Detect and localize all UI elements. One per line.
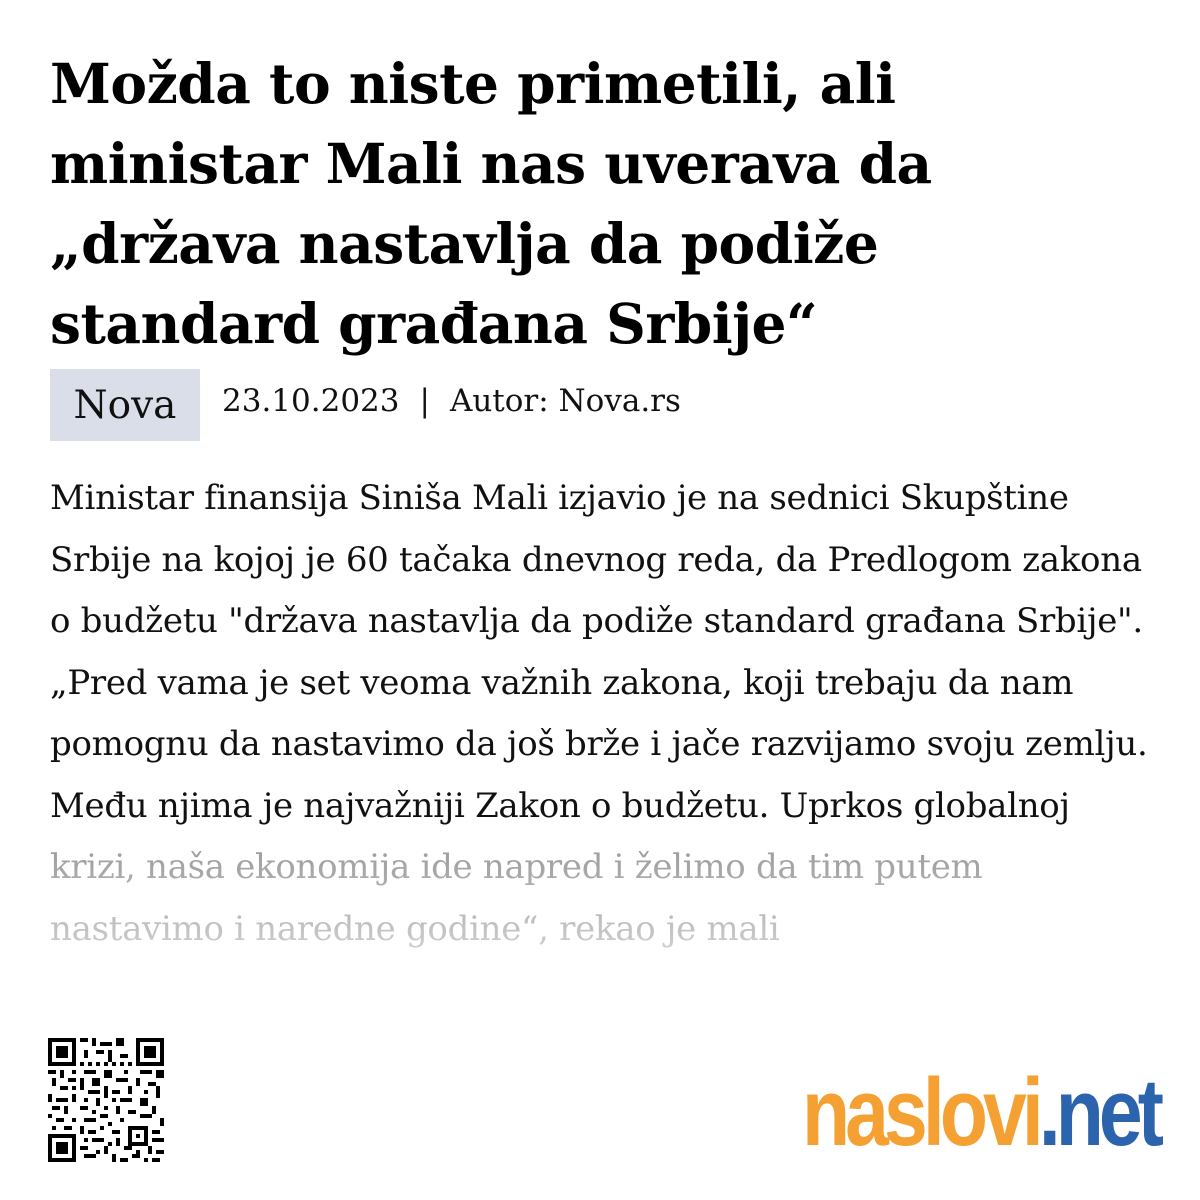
article-title: Možda to niste primetili, ali ministar Mali nas uverava da „država nastavlja da podiže standard građana Srbije“ — [50, 51, 932, 356]
article-meta — [50, 369, 681, 441]
qr-code-icon[interactable] — [48, 1038, 164, 1162]
logo-part-net: .net — [1038, 1059, 1160, 1166]
article-body: Ministar finansija Siniša Mali izjavio je na sednici Skupštine Srbije na kojoj je 60 tačaka dnevnog reda, da Predlogom zakona o budžetu "država nastavlja da podiže standard građana Srbije". „Pred vama je set veoma važnih zakona, koji trebaju da nam pomognu da nastavimo da još brže i jače razvijamo svoju zemlju. Među njima je najvažniji Zakon o budžetu. Uprkos globalnoj — [50, 478, 1148, 826]
publish-date: 23.10.2023 — [222, 383, 400, 419]
author-label: Autor: Nova.rs — [449, 383, 681, 419]
text-fade-overlay — [0, 830, 1200, 1030]
source-badge[interactable]: Nova — [50, 369, 200, 441]
logo-part-naslovi: naslovi — [802, 1059, 1039, 1166]
meta-info — [222, 383, 681, 419]
naslovi-net-logo[interactable] — [802, 1058, 1159, 1168]
meta-separator: | — [419, 383, 430, 419]
